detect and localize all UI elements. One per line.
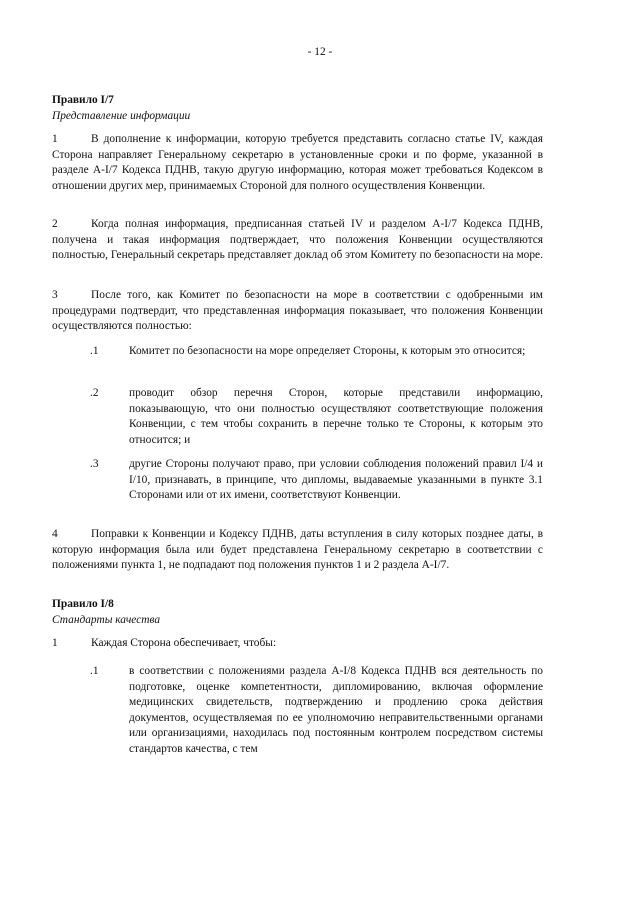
paragraph-text: В дополнение к информации, которую требуется представить согласно статье IV, каждая Сторона направляет Генеральному секретарю в установленные сроки и по форме, указанной в разделе A-I/7 Кодекса ПДНВ, такую другую информацию, которая может требоваться Кодексом в отношении других мер, принимаемых Стороной для полного осуществления Конвенции. xyxy=(52,133,543,192)
paragraph-text: Поправки к Конвенции и Кодексу ПДНВ, даты вступления в силу которых позднее даты, в которую информация была или будет представлена Генеральному секретарю в соответствии с положениями пункта 1, не подпадают под положения пунктов 1 и 2 раздела A-I/7. xyxy=(52,528,543,572)
rule-i7-paragraph-2 xyxy=(52,217,543,264)
rule-i7-paragraph-1 xyxy=(52,132,543,194)
section-subtitle: Представление информации xyxy=(52,109,191,122)
paragraph-text: Когда полная информация, предписанная статьей IV и разделом A-I/7 Кодекса ПДНВ, получена и такая информация подтверждает, что положения Конвенции осуществляются полностью, Генеральный секретарь представляет доклад об этом Комитету по безопасности на море. xyxy=(52,218,543,262)
paragraph-number: 1 xyxy=(52,637,58,649)
rule-i8-paragraph-1 xyxy=(52,636,543,652)
paragraph-number: 1 xyxy=(52,133,58,145)
sub-item-number: .1 xyxy=(90,665,99,677)
rule-i7-paragraph-4 xyxy=(52,527,543,574)
sub-item-text: Комитет по безопасности на море определяет Стороны, к которым это относится; xyxy=(129,345,526,357)
rule-i7-header xyxy=(52,93,543,124)
sub-item-number: .1 xyxy=(90,345,99,357)
rule-i8-header xyxy=(52,597,543,628)
sub-item-text: другие Стороны получают право, при условии соблюдения положений правил I/4 и I/10, признавать, в принципе, что дипломы, выдаваемые указанными в пункте 3.1 Сторонами или от их имени, соответствуют Конвенции. xyxy=(129,458,543,502)
paragraph-number: 3 xyxy=(52,289,58,301)
section-heading: Правило I/7 xyxy=(52,94,114,106)
section-subtitle: Стандарты качества xyxy=(52,613,161,626)
rule-i7-sub-item-1 xyxy=(52,344,543,360)
rule-i7-sub-item-3 xyxy=(52,457,543,504)
rule-i7-sub-item-2 xyxy=(52,386,543,448)
sub-item-number: .3 xyxy=(90,458,99,470)
sub-item-text: проводит обзор перечня Сторон, которые представили информацию, показывающую, что они полностью осуществляют соответствующие положения Конвенции, с тем чтобы сохранить в перечне только те Стороны, к которым это относится; и xyxy=(129,387,543,446)
paragraph-text: После того, как Комитет по безопасности на море в соответствии с одобренными им процедурами подтвердит, что представленная информация показывает, что положения Конвенции осуществляются полностью: xyxy=(52,289,543,333)
paragraph-number: 2 xyxy=(52,218,58,230)
section-heading: Правило I/8 xyxy=(52,598,114,610)
page-number: - 12 - xyxy=(307,46,333,58)
paragraph-number: 4 xyxy=(52,528,58,540)
sub-item-text: в соответствии с положениями раздела A-I/8 Кодекса ПДНВ вся деятельность по подготовке, оценке компетентности, дипломированию, включая оформление медицинских свидетельств, подтверждению и продлению срока действия документов, осуществляемая по ее уполномочию неправительственными органами или организациями, находилась под постоянным контролем посредством системы стандартов качества, с тем xyxy=(129,665,543,755)
paragraph-text: Каждая Сторона обеспечивает, чтобы: xyxy=(91,637,277,649)
rule-i7-paragraph-3 xyxy=(52,288,543,335)
sub-item-number: .2 xyxy=(90,387,99,399)
rule-i8-sub-item-1 xyxy=(52,664,543,758)
